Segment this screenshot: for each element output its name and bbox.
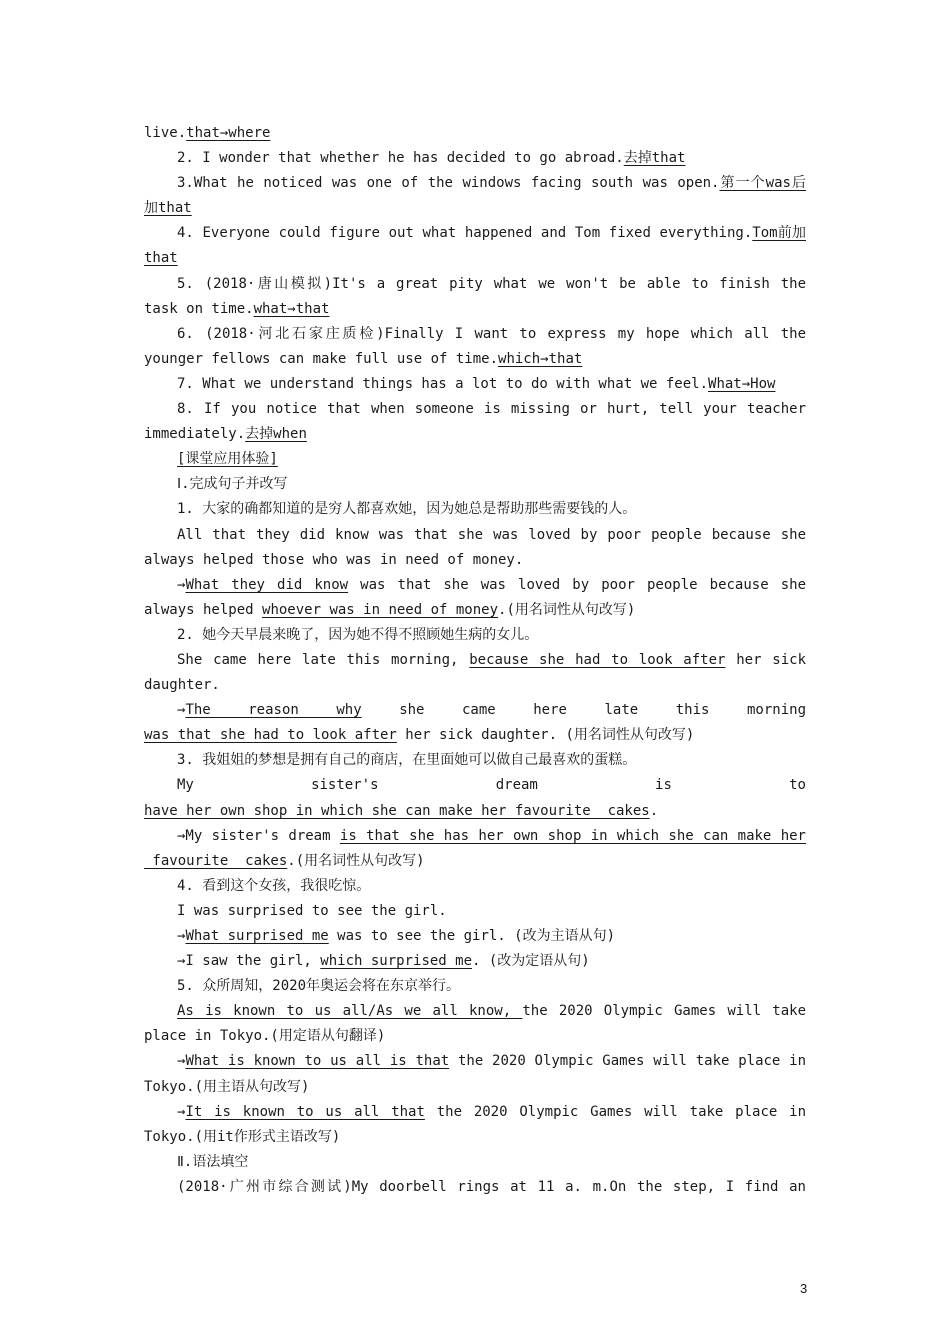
text-line [144, 623, 806, 648]
text-line [144, 598, 806, 623]
text-segment: daughter. [144, 677, 220, 694]
text-line [144, 347, 806, 372]
text-segment: the 2020 Olympic Games will take [522, 1003, 806, 1020]
text-line [144, 497, 806, 522]
text-line [144, 472, 806, 497]
text-line [144, 1125, 806, 1150]
text-segment: 3.What he noticed was one of the windows facing south was open. [177, 175, 720, 192]
text-line [144, 1049, 806, 1074]
text-line [144, 1024, 806, 1049]
text-line [144, 799, 806, 824]
text-segment: 4. Everyone could figure out what happened and Tom fixed everything. [177, 225, 753, 242]
answer-text: what→that [253, 300, 330, 317]
answer-text: which→that [498, 350, 583, 367]
answer-text: favourite cakes [144, 852, 288, 869]
text-segment: she came here late this morning [361, 702, 806, 719]
text-line [144, 673, 806, 698]
text-line [144, 874, 806, 899]
text-line [144, 548, 806, 573]
text-segment: her sick [725, 651, 806, 668]
text-segment: place in Tokyo.(用定语从句翻译) [144, 1028, 386, 1045]
text-segment: 8. If you notice that when someone is missing or hurt, tell your teacher [177, 401, 806, 418]
answer-text: It is known to us all that [185, 1103, 425, 1120]
text-segment: the 2020 Olympic Games will take place in [424, 1103, 806, 1120]
text-line [144, 121, 806, 146]
text-line [144, 949, 806, 974]
text-segment: task on time. [144, 300, 254, 317]
document-body [144, 121, 806, 1200]
text-line [144, 322, 806, 347]
text-segment: → [177, 576, 186, 593]
text-segment: always helped those who was in need of money. [144, 551, 524, 568]
text-line [144, 648, 806, 673]
answer-text: As is known to us all/As we all know, [177, 1003, 523, 1020]
text-line [144, 221, 806, 246]
text-segment: All that they did know was that she was loved by poor people because she [177, 526, 806, 543]
answer-text: because she had to look after [469, 651, 726, 668]
text-line [144, 447, 806, 472]
text-line [144, 748, 806, 773]
text-segment: 3. 我姐姐的梦想是拥有自己的商店，在里面她可以做自己最喜欢的蛋糕。 [177, 752, 637, 769]
text-segment: →My sister's dream [177, 827, 340, 844]
text-line [144, 397, 806, 422]
text-segment: .(用名词性从句改写) [287, 852, 425, 869]
text-segment: was that she was loved by poor people because she [348, 576, 806, 593]
answer-text: was that she had to look after [144, 727, 397, 744]
text-line [144, 1075, 806, 1100]
text-segment: .(用名词性从句改写) [498, 601, 636, 618]
text-segment: 6. (2018·河北石家庄质检)Finally I want to express my hope which all the [177, 325, 806, 342]
text-segment: → [177, 928, 186, 944]
answer-text: 第一个was后 [719, 175, 806, 192]
text-line [144, 196, 806, 221]
text-line [144, 924, 806, 949]
answer-text: The reason why [185, 702, 362, 719]
text-segment: 2. 她今天早晨来晚了，因为她不得不照顾她生病的女儿。 [177, 626, 539, 643]
text-segment: immediately. [144, 426, 246, 443]
text-line [144, 974, 806, 999]
text-line [144, 899, 806, 924]
text-segment: Ⅱ.语法填空 [177, 1153, 249, 1170]
text-line [144, 372, 806, 397]
text-segment: 2. I wonder that whether he has decided to go abroad. [177, 150, 624, 167]
text-segment: Ⅰ.完成句子并改写 [177, 476, 288, 493]
text-line [144, 824, 806, 849]
text-segment: 7. What we understand things has a lot to do with what we feel. [177, 375, 709, 392]
answer-text: What surprised me [185, 928, 329, 944]
text-segment: 5. (2018·唐山模拟)It's a great pity what we won't be able to finish the [177, 275, 806, 292]
text-line [144, 246, 806, 271]
text-line [144, 272, 806, 297]
answer-text: Tom前加 [752, 225, 806, 242]
text-segment: Tokyo.(用主语从句改写) [144, 1078, 310, 1095]
text-line [144, 1175, 806, 1200]
answer-text: which surprised me [320, 953, 473, 970]
text-segment: → [177, 1103, 186, 1120]
text-segment: 1. 大家的确都知道的是穷人都喜欢她，因为她总是帮助那些需要钱的人。 [177, 501, 637, 518]
page-number: 3 [800, 1281, 808, 1296]
text-segment: live. [144, 125, 187, 141]
text-segment: (2018·广州市综合测试)My doorbell rings at 11 a. m.On the step, I find an [177, 1178, 806, 1195]
answer-text: is that she has her own shop in which she can make her [339, 827, 806, 844]
text-line [144, 999, 806, 1024]
text-segment: the 2020 Olympic Games will take place in [449, 1053, 806, 1070]
text-segment: →I saw the girl, [177, 953, 321, 970]
text-segment: younger fellows can make full use of time. [144, 350, 499, 367]
answer-text: 加that [144, 200, 192, 217]
answer-text: have her own shop in which she can make her favourite cakes [144, 802, 650, 819]
answer-text: [课堂应用体验] [177, 451, 278, 468]
text-segment: was to see the girl. (改为主语从句) [328, 928, 616, 944]
text-segment: always helped [144, 601, 263, 618]
answer-text: 去掉that [623, 150, 686, 167]
answer-text: that→where [186, 125, 271, 141]
text-line [144, 422, 806, 447]
text-segment: → [177, 1053, 186, 1070]
answer-text: 去掉when [245, 426, 307, 443]
text-line [144, 171, 806, 196]
text-line [144, 849, 806, 874]
text-line [144, 723, 806, 748]
text-segment: I was surprised to see the girl. [177, 902, 447, 919]
answer-text: What is known to us all is that [185, 1053, 450, 1070]
text-line [144, 146, 806, 171]
answer-text: that [144, 250, 178, 267]
text-segment: . [649, 802, 659, 819]
answer-text: whoever was in need of money [262, 601, 499, 618]
text-line [144, 1100, 806, 1125]
answer-text: What→How [708, 375, 776, 392]
text-segment: . (改为定语从句) [472, 953, 590, 970]
text-segment: My sister's dream is to [177, 777, 806, 794]
text-segment: She came here late this morning, [177, 651, 470, 668]
text-line [144, 773, 806, 798]
text-segment: her sick daughter. (用名词性从句改写) [396, 727, 695, 744]
text-segment: 5. 众所周知，2020年奥运会将在东京举行。 [177, 978, 460, 995]
text-line [144, 1150, 806, 1175]
text-segment: → [177, 702, 186, 719]
text-line [144, 573, 806, 598]
text-line [144, 297, 806, 322]
text-segment: Tokyo.(用it作形式主语改写) [144, 1128, 341, 1145]
text-line [144, 698, 806, 723]
text-line [144, 523, 806, 548]
answer-text: What they did know [185, 576, 349, 593]
text-segment: 4. 看到这个女孩，我很吃惊。 [177, 877, 371, 894]
